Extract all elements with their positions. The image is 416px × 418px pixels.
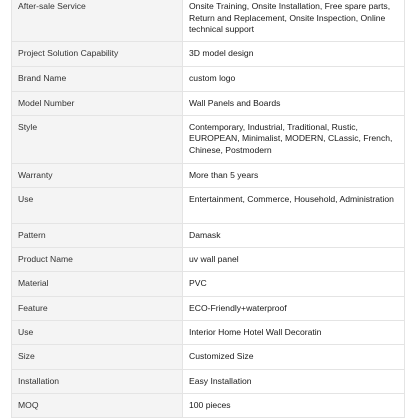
table-row [12,223,405,247]
spec-value: Customized Size [183,344,405,369]
table-row [12,0,405,41]
spec-key: Material [12,271,183,296]
spec-key: Use [12,187,183,223]
table-row [12,115,405,163]
table-row [12,66,405,91]
table-row [12,320,405,344]
spec-value: Contemporary, Industrial, Traditional, Rustic, EUROPEAN, Minimalist, MODERN, CLassic, French, Chinese, Postmodern [183,115,405,163]
spec-value: ECO-Friendly+waterproof [183,296,405,320]
product-spec-table [11,0,405,418]
spec-key: Style [12,115,183,163]
spec-key: Use [12,320,183,344]
spec-value: 100 pieces [183,393,405,417]
spec-key: Size [12,344,183,369]
table-row [12,247,405,271]
spec-value: 3D model design [183,41,405,66]
spec-value: Onsite Training, Onsite Installation, Free spare parts, Return and Replacement, Onsite Inspection, Online technical support [183,0,405,41]
table-row [12,163,405,187]
spec-value: Entertainment, Commerce, Household, Administration [183,187,405,223]
spec-key: Warranty [12,163,183,187]
spec-key: Brand Name [12,66,183,91]
spec-value: uv wall panel [183,247,405,271]
spec-value: PVC [183,271,405,296]
spec-value: Wall Panels and Boards [183,91,405,115]
spec-value: Interior Home Hotel Wall Decoratin [183,320,405,344]
spec-key: Project Solution Capability [12,41,183,66]
table-row [12,369,405,393]
spec-key: Product Name [12,247,183,271]
table-row [12,344,405,369]
table-row [12,296,405,320]
spec-value: custom logo [183,66,405,91]
spec-key: MOQ [12,393,183,417]
table-row [12,41,405,66]
spec-key: Pattern [12,223,183,247]
table-row [12,271,405,296]
spec-key: After-sale Service [12,0,183,41]
spec-key: Model Number [12,91,183,115]
spec-value: More than 5 years [183,163,405,187]
table-row [12,393,405,417]
spec-key: Feature [12,296,183,320]
spec-key: Installation [12,369,183,393]
table-row [12,91,405,115]
table-row [12,187,405,223]
spec-value: Easy Installation [183,369,405,393]
spec-value: Damask [183,223,405,247]
